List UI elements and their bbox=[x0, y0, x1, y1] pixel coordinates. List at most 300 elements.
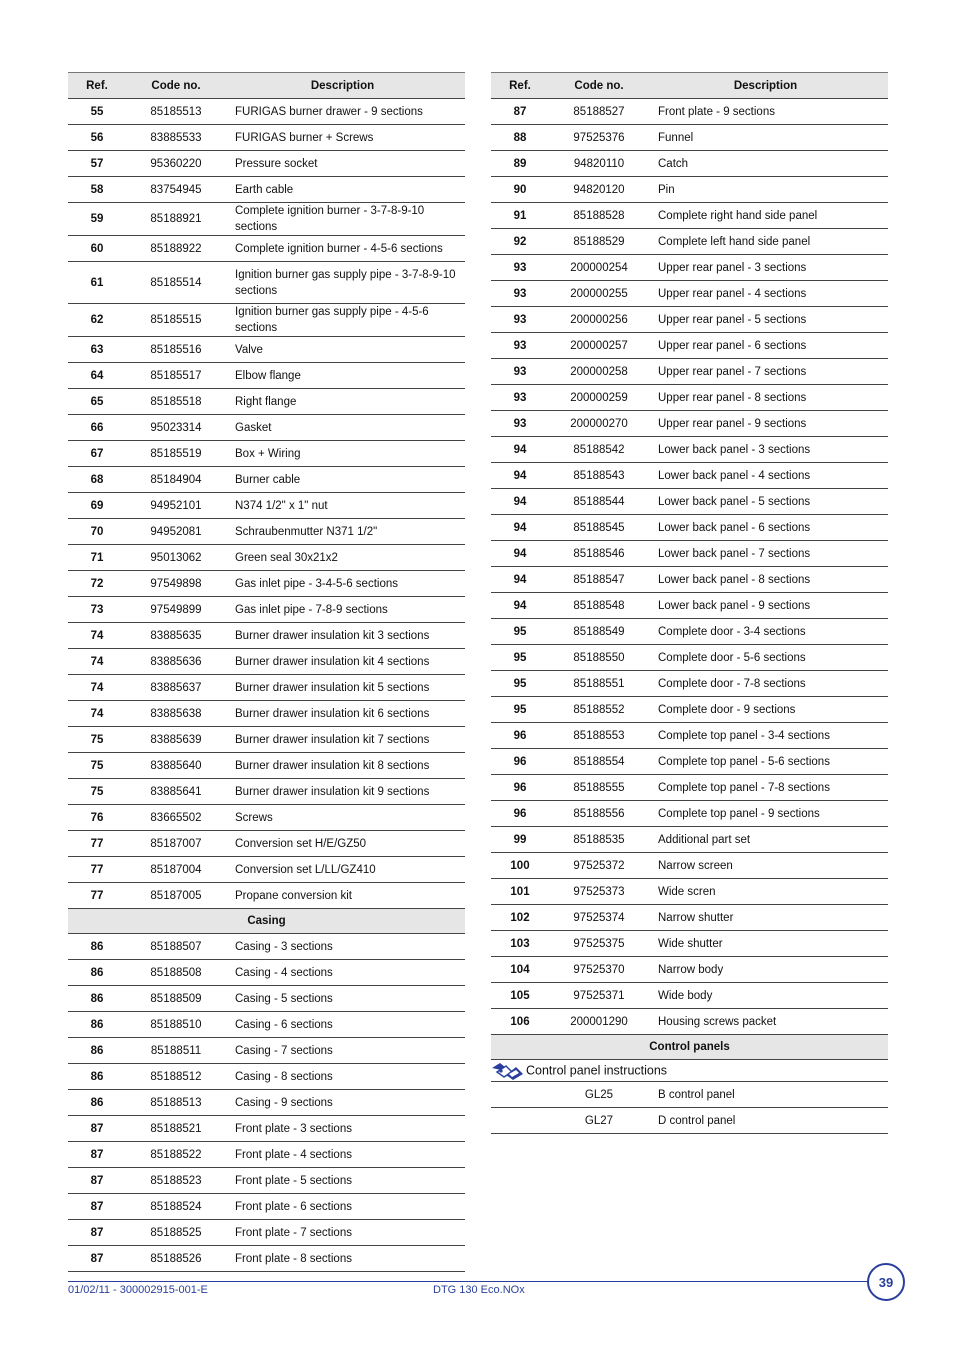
table-row bbox=[68, 1116, 465, 1142]
code-cell: 85188544 bbox=[549, 489, 649, 515]
ref-cell: 77 bbox=[68, 857, 126, 883]
description-cell: Schraubenmutter N371 1/2" bbox=[226, 519, 465, 545]
code-cell: 83885635 bbox=[126, 623, 226, 649]
ref-cell: 69 bbox=[68, 493, 126, 519]
code-cell: 83885636 bbox=[126, 649, 226, 675]
code-cell: 85188525 bbox=[126, 1220, 226, 1246]
description-cell: Front plate - 3 sections bbox=[226, 1116, 465, 1142]
description-cell: Complete top panel - 7-8 sections bbox=[649, 775, 888, 801]
table-row bbox=[491, 437, 888, 463]
code-cell: 85188545 bbox=[549, 515, 649, 541]
ref-cell: 93 bbox=[491, 333, 549, 359]
description-cell: Burner drawer insulation kit 8 sections bbox=[226, 753, 465, 779]
table-row bbox=[491, 827, 888, 853]
ref-cell: 76 bbox=[68, 805, 126, 831]
ref-cell: 74 bbox=[68, 649, 126, 675]
footer-divider bbox=[68, 1281, 874, 1282]
ref-cell: 74 bbox=[68, 701, 126, 727]
description-cell: Lower back panel - 7 sections bbox=[649, 541, 888, 567]
ref-cell bbox=[491, 1082, 549, 1108]
ref-cell: 71 bbox=[68, 545, 126, 571]
table-row bbox=[491, 905, 888, 931]
description-cell: N374 1/2" x 1" nut bbox=[226, 493, 465, 519]
ref-cell: 74 bbox=[68, 623, 126, 649]
table-row bbox=[491, 619, 888, 645]
parts-table-right bbox=[491, 72, 888, 1134]
code-cell: 85185513 bbox=[126, 99, 226, 125]
code-cell: 85188523 bbox=[126, 1168, 226, 1194]
description-cell: Front plate - 7 sections bbox=[226, 1220, 465, 1246]
table-row bbox=[491, 489, 888, 515]
description-cell: Box + Wiring bbox=[226, 441, 465, 467]
ref-cell: 94 bbox=[491, 567, 549, 593]
description-cell: Lower back panel - 5 sections bbox=[649, 489, 888, 515]
description-cell: Upper rear panel - 3 sections bbox=[649, 255, 888, 281]
code-cell: 85184904 bbox=[126, 467, 226, 493]
table-row bbox=[68, 99, 465, 125]
description-cell: Complete door - 3-4 sections bbox=[649, 619, 888, 645]
description-cell: Narrow screen bbox=[649, 853, 888, 879]
ref-cell: 74 bbox=[68, 675, 126, 701]
description-cell: B control panel bbox=[649, 1082, 888, 1108]
code-cell: 200000259 bbox=[549, 385, 649, 411]
description-cell: Conversion set L/LL/GZ410 bbox=[226, 857, 465, 883]
ref-cell: 95 bbox=[491, 619, 549, 645]
table-row bbox=[68, 1168, 465, 1194]
code-cell: 85188556 bbox=[549, 801, 649, 827]
table-row bbox=[68, 1090, 465, 1116]
table-row bbox=[68, 493, 465, 519]
code-cell: 97525376 bbox=[549, 125, 649, 151]
description-cell: Lower back panel - 3 sections bbox=[649, 437, 888, 463]
ref-cell: 105 bbox=[491, 983, 549, 1009]
table-row bbox=[68, 701, 465, 727]
table-row bbox=[68, 571, 465, 597]
table-row bbox=[68, 125, 465, 151]
ref-cell: 61 bbox=[68, 262, 126, 304]
ref-cell: 87 bbox=[491, 99, 549, 125]
description-cell: Casing - 6 sections bbox=[226, 1012, 465, 1038]
ref-cell: 72 bbox=[68, 571, 126, 597]
ref-cell: 57 bbox=[68, 151, 126, 177]
description-cell: Complete top panel - 9 sections bbox=[649, 801, 888, 827]
table-row bbox=[68, 1038, 465, 1064]
ref-cell: 56 bbox=[68, 125, 126, 151]
code-cell: 85188511 bbox=[126, 1038, 226, 1064]
code-cell: 85185519 bbox=[126, 441, 226, 467]
code-cell: 85188527 bbox=[549, 99, 649, 125]
table-row bbox=[491, 385, 888, 411]
code-cell: 85185514 bbox=[126, 262, 226, 304]
description-cell: Front plate - 5 sections bbox=[226, 1168, 465, 1194]
ref-cell: 94 bbox=[491, 463, 549, 489]
section-header-row bbox=[68, 909, 465, 934]
table-row bbox=[68, 883, 465, 909]
description-cell: Ignition burner gas supply pipe - 3-7-8-9-10 sections bbox=[226, 262, 465, 304]
header-description: Description bbox=[649, 73, 888, 99]
code-cell: GL25 bbox=[549, 1082, 649, 1108]
ref-cell: 95 bbox=[491, 671, 549, 697]
ref-cell: 89 bbox=[491, 151, 549, 177]
ref-cell: 73 bbox=[68, 597, 126, 623]
table-row bbox=[68, 177, 465, 203]
table-row bbox=[491, 1009, 888, 1035]
ref-cell: 75 bbox=[68, 753, 126, 779]
description-cell: Casing - 4 sections bbox=[226, 960, 465, 986]
table-row bbox=[68, 1246, 465, 1272]
table-row bbox=[491, 775, 888, 801]
table-row bbox=[68, 363, 465, 389]
code-cell: 200000257 bbox=[549, 333, 649, 359]
table-row bbox=[491, 1108, 888, 1134]
ref-cell: 87 bbox=[68, 1194, 126, 1220]
code-cell: 85187004 bbox=[126, 857, 226, 883]
code-cell: 85187007 bbox=[126, 831, 226, 857]
header-ref: Ref. bbox=[491, 73, 549, 99]
table-row bbox=[491, 671, 888, 697]
parts-table-left bbox=[68, 72, 465, 1272]
table-row bbox=[68, 831, 465, 857]
description-cell: Narrow shutter bbox=[649, 905, 888, 931]
ref-cell: 87 bbox=[68, 1246, 126, 1272]
description-cell: Lower back panel - 4 sections bbox=[649, 463, 888, 489]
ref-cell: 96 bbox=[491, 801, 549, 827]
footer-product-name: DTG 130 Eco.NOx bbox=[433, 1284, 525, 1296]
description-cell: Complete top panel - 5-6 sections bbox=[649, 749, 888, 775]
instruction-cell bbox=[491, 1060, 888, 1082]
description-cell: Gasket bbox=[226, 415, 465, 441]
description-cell: Upper rear panel - 7 sections bbox=[649, 359, 888, 385]
ref-cell: 93 bbox=[491, 281, 549, 307]
table-row bbox=[491, 255, 888, 281]
table-row bbox=[491, 281, 888, 307]
description-cell: Casing - 3 sections bbox=[226, 934, 465, 960]
code-cell: 85185517 bbox=[126, 363, 226, 389]
ref-cell: 55 bbox=[68, 99, 126, 125]
table-row bbox=[68, 304, 465, 337]
ref-cell: 93 bbox=[491, 359, 549, 385]
table-row bbox=[68, 857, 465, 883]
description-cell: Complete door - 9 sections bbox=[649, 697, 888, 723]
ref-cell: 70 bbox=[68, 519, 126, 545]
code-cell: 85185515 bbox=[126, 304, 226, 337]
ref-cell: 88 bbox=[491, 125, 549, 151]
description-cell: Pressure socket bbox=[226, 151, 465, 177]
description-cell: Front plate - 8 sections bbox=[226, 1246, 465, 1272]
ref-cell: 87 bbox=[68, 1116, 126, 1142]
ref-cell: 68 bbox=[68, 467, 126, 493]
table-row bbox=[68, 1194, 465, 1220]
description-cell: Upper rear panel - 6 sections bbox=[649, 333, 888, 359]
ref-cell: 86 bbox=[68, 960, 126, 986]
table-row bbox=[491, 307, 888, 333]
code-cell: 95023314 bbox=[126, 415, 226, 441]
ref-cell: 93 bbox=[491, 411, 549, 437]
description-cell: Complete ignition burner - 3-7-8-9-10 sections bbox=[226, 203, 465, 236]
description-cell: Burner drawer insulation kit 4 sections bbox=[226, 649, 465, 675]
description-cell: Casing - 5 sections bbox=[226, 986, 465, 1012]
code-cell: 200000255 bbox=[549, 281, 649, 307]
description-cell: Front plate - 9 sections bbox=[649, 99, 888, 125]
table-row bbox=[68, 1142, 465, 1168]
table-row bbox=[491, 203, 888, 229]
code-cell: 95360220 bbox=[126, 151, 226, 177]
description-cell: Valve bbox=[226, 337, 465, 363]
code-cell: 83754945 bbox=[126, 177, 226, 203]
code-cell: 83665502 bbox=[126, 805, 226, 831]
ref-cell: 90 bbox=[491, 177, 549, 203]
table-row bbox=[491, 411, 888, 437]
description-cell: Complete door - 5-6 sections bbox=[649, 645, 888, 671]
description-cell: Burner drawer insulation kit 9 sections bbox=[226, 779, 465, 805]
table-row bbox=[491, 359, 888, 385]
table-row bbox=[491, 125, 888, 151]
description-cell: Wide shutter bbox=[649, 931, 888, 957]
header-code: Code no. bbox=[126, 73, 226, 99]
description-cell: Pin bbox=[649, 177, 888, 203]
code-cell: 85188521 bbox=[126, 1116, 226, 1142]
description-cell: Burner drawer insulation kit 3 sections bbox=[226, 623, 465, 649]
ref-cell: 106 bbox=[491, 1009, 549, 1035]
table-row bbox=[68, 1064, 465, 1090]
table-row bbox=[68, 727, 465, 753]
code-cell: 85187005 bbox=[126, 883, 226, 909]
ref-cell: 86 bbox=[68, 1012, 126, 1038]
code-cell: 97549898 bbox=[126, 571, 226, 597]
code-cell: 97525374 bbox=[549, 905, 649, 931]
parts-table-left-body bbox=[68, 99, 465, 1272]
parts-table-right-body bbox=[491, 99, 888, 1134]
description-cell: Complete left hand side panel bbox=[649, 229, 888, 255]
ref-cell: 62 bbox=[68, 304, 126, 337]
ref-cell: 94 bbox=[491, 437, 549, 463]
table-row bbox=[68, 337, 465, 363]
description-cell: Casing - 9 sections bbox=[226, 1090, 465, 1116]
code-cell: 94952081 bbox=[126, 519, 226, 545]
table-row bbox=[68, 649, 465, 675]
code-cell: 85188546 bbox=[549, 541, 649, 567]
description-cell: Housing screws packet bbox=[649, 1009, 888, 1035]
section-title: Control panels bbox=[491, 1035, 888, 1060]
table-row bbox=[68, 597, 465, 623]
table-row bbox=[491, 99, 888, 125]
table-row bbox=[68, 779, 465, 805]
ref-cell: 94 bbox=[491, 515, 549, 541]
code-cell: GL27 bbox=[549, 1108, 649, 1134]
code-cell: 85188554 bbox=[549, 749, 649, 775]
code-cell: 85188542 bbox=[549, 437, 649, 463]
ref-cell: 93 bbox=[491, 385, 549, 411]
table-row bbox=[68, 236, 465, 262]
description-cell: Burner drawer insulation kit 6 sections bbox=[226, 701, 465, 727]
table-row bbox=[491, 749, 888, 775]
table-row bbox=[491, 879, 888, 905]
ref-cell: 101 bbox=[491, 879, 549, 905]
description-cell: Casing - 7 sections bbox=[226, 1038, 465, 1064]
table-header-row bbox=[68, 73, 465, 99]
ref-cell: 92 bbox=[491, 229, 549, 255]
table-row bbox=[491, 853, 888, 879]
table-row bbox=[68, 467, 465, 493]
table-row bbox=[491, 957, 888, 983]
table-row bbox=[491, 983, 888, 1009]
table-row bbox=[68, 934, 465, 960]
code-cell: 97525370 bbox=[549, 957, 649, 983]
section-title: Casing bbox=[68, 909, 465, 934]
code-cell: 200000258 bbox=[549, 359, 649, 385]
description-cell: Front plate - 4 sections bbox=[226, 1142, 465, 1168]
description-cell: Green seal 30x21x2 bbox=[226, 545, 465, 571]
wrench-tools-icon bbox=[491, 1061, 525, 1081]
code-cell: 85188552 bbox=[549, 697, 649, 723]
code-cell: 200001290 bbox=[549, 1009, 649, 1035]
code-cell: 85188526 bbox=[126, 1246, 226, 1272]
code-cell: 85188549 bbox=[549, 619, 649, 645]
description-cell: Catch bbox=[649, 151, 888, 177]
table-row bbox=[491, 697, 888, 723]
code-cell: 83885639 bbox=[126, 727, 226, 753]
ref-cell: 86 bbox=[68, 934, 126, 960]
description-cell: Burner cable bbox=[226, 467, 465, 493]
description-cell: Funnel bbox=[649, 125, 888, 151]
header-description: Description bbox=[226, 73, 465, 99]
description-cell: Wide scren bbox=[649, 879, 888, 905]
ref-cell: 59 bbox=[68, 203, 126, 236]
ref-cell: 65 bbox=[68, 389, 126, 415]
description-cell: FURIGAS burner drawer - 9 sections bbox=[226, 99, 465, 125]
description-cell: Additional part set bbox=[649, 827, 888, 853]
ref-cell: 102 bbox=[491, 905, 549, 931]
description-cell: Casing - 8 sections bbox=[226, 1064, 465, 1090]
code-cell: 95013062 bbox=[126, 545, 226, 571]
code-cell: 85188507 bbox=[126, 934, 226, 960]
table-row bbox=[68, 389, 465, 415]
table-row bbox=[491, 931, 888, 957]
instruction-label: Control panel instructions bbox=[526, 1062, 668, 1077]
section-header-row bbox=[491, 1035, 888, 1060]
ref-cell: 75 bbox=[68, 779, 126, 805]
ref-cell: 93 bbox=[491, 307, 549, 333]
ref-cell: 64 bbox=[68, 363, 126, 389]
table-row bbox=[68, 623, 465, 649]
ref-cell: 96 bbox=[491, 723, 549, 749]
ref-cell: 103 bbox=[491, 931, 549, 957]
table-row bbox=[68, 151, 465, 177]
description-cell: Ignition burner gas supply pipe - 4-5-6 sections bbox=[226, 304, 465, 337]
ref-cell: 63 bbox=[68, 337, 126, 363]
ref-cell: 96 bbox=[491, 749, 549, 775]
table-row bbox=[68, 986, 465, 1012]
ref-cell: 104 bbox=[491, 957, 549, 983]
ref-cell: 95 bbox=[491, 697, 549, 723]
header-code: Code no. bbox=[549, 73, 649, 99]
footer-document-reference: 01/02/11 - 300002915-001-E bbox=[68, 1284, 208, 1296]
code-cell: 85185516 bbox=[126, 337, 226, 363]
code-cell: 85188524 bbox=[126, 1194, 226, 1220]
ref-cell: 86 bbox=[68, 1064, 126, 1090]
ref-cell: 77 bbox=[68, 883, 126, 909]
ref-cell: 58 bbox=[68, 177, 126, 203]
table-row bbox=[491, 177, 888, 203]
description-cell: Burner drawer insulation kit 7 sections bbox=[226, 727, 465, 753]
ref-cell: 94 bbox=[491, 489, 549, 515]
code-cell: 85188522 bbox=[126, 1142, 226, 1168]
ref-cell: 67 bbox=[68, 441, 126, 467]
code-cell: 83885638 bbox=[126, 701, 226, 727]
table-row bbox=[491, 645, 888, 671]
ref-cell: 75 bbox=[68, 727, 126, 753]
code-cell: 85188512 bbox=[126, 1064, 226, 1090]
description-cell: Lower back panel - 9 sections bbox=[649, 593, 888, 619]
table-row bbox=[68, 1220, 465, 1246]
description-cell: Conversion set H/E/GZ50 bbox=[226, 831, 465, 857]
ref-cell: 87 bbox=[68, 1142, 126, 1168]
table-row bbox=[491, 801, 888, 827]
description-cell: Lower back panel - 6 sections bbox=[649, 515, 888, 541]
description-cell: Wide body bbox=[649, 983, 888, 1009]
table-row bbox=[68, 545, 465, 571]
description-cell: D control panel bbox=[649, 1108, 888, 1134]
table-header-row bbox=[491, 73, 888, 99]
table-row bbox=[491, 463, 888, 489]
description-cell: Earth cable bbox=[226, 177, 465, 203]
table-row bbox=[68, 441, 465, 467]
table-row bbox=[68, 415, 465, 441]
ref-cell: 60 bbox=[68, 236, 126, 262]
code-cell: 85188535 bbox=[549, 827, 649, 853]
ref-cell: 94 bbox=[491, 593, 549, 619]
ref-cell: 86 bbox=[68, 1038, 126, 1064]
description-cell: Complete top panel - 3-4 sections bbox=[649, 723, 888, 749]
table-row bbox=[68, 1012, 465, 1038]
code-cell: 97525375 bbox=[549, 931, 649, 957]
description-cell: Upper rear panel - 5 sections bbox=[649, 307, 888, 333]
description-cell: Elbow flange bbox=[226, 363, 465, 389]
ref-cell: 87 bbox=[68, 1168, 126, 1194]
ref-cell: 100 bbox=[491, 853, 549, 879]
table-row bbox=[68, 675, 465, 701]
code-cell: 83885641 bbox=[126, 779, 226, 805]
code-cell: 94820120 bbox=[549, 177, 649, 203]
ref-cell bbox=[491, 1108, 549, 1134]
description-cell: Upper rear panel - 4 sections bbox=[649, 281, 888, 307]
code-cell: 200000256 bbox=[549, 307, 649, 333]
ref-cell: 93 bbox=[491, 255, 549, 281]
code-cell: 85188509 bbox=[126, 986, 226, 1012]
ref-cell: 95 bbox=[491, 645, 549, 671]
code-cell: 85188547 bbox=[549, 567, 649, 593]
description-cell: Gas inlet pipe - 7-8-9 sections bbox=[226, 597, 465, 623]
code-cell: 85188555 bbox=[549, 775, 649, 801]
description-cell: Right flange bbox=[226, 389, 465, 415]
ref-cell: 77 bbox=[68, 831, 126, 857]
description-cell: Upper rear panel - 9 sections bbox=[649, 411, 888, 437]
code-cell: 200000254 bbox=[549, 255, 649, 281]
instruction-row bbox=[491, 1060, 888, 1082]
code-cell: 85188529 bbox=[549, 229, 649, 255]
code-cell: 85188510 bbox=[126, 1012, 226, 1038]
description-cell: Complete right hand side panel bbox=[649, 203, 888, 229]
code-cell: 85188921 bbox=[126, 203, 226, 236]
description-cell: FURIGAS burner + Screws bbox=[226, 125, 465, 151]
code-cell: 85188551 bbox=[549, 671, 649, 697]
table-row bbox=[68, 805, 465, 831]
table-row bbox=[491, 541, 888, 567]
ref-cell: 87 bbox=[68, 1220, 126, 1246]
table-row bbox=[68, 753, 465, 779]
table-row bbox=[68, 262, 465, 304]
code-cell: 94952101 bbox=[126, 493, 226, 519]
